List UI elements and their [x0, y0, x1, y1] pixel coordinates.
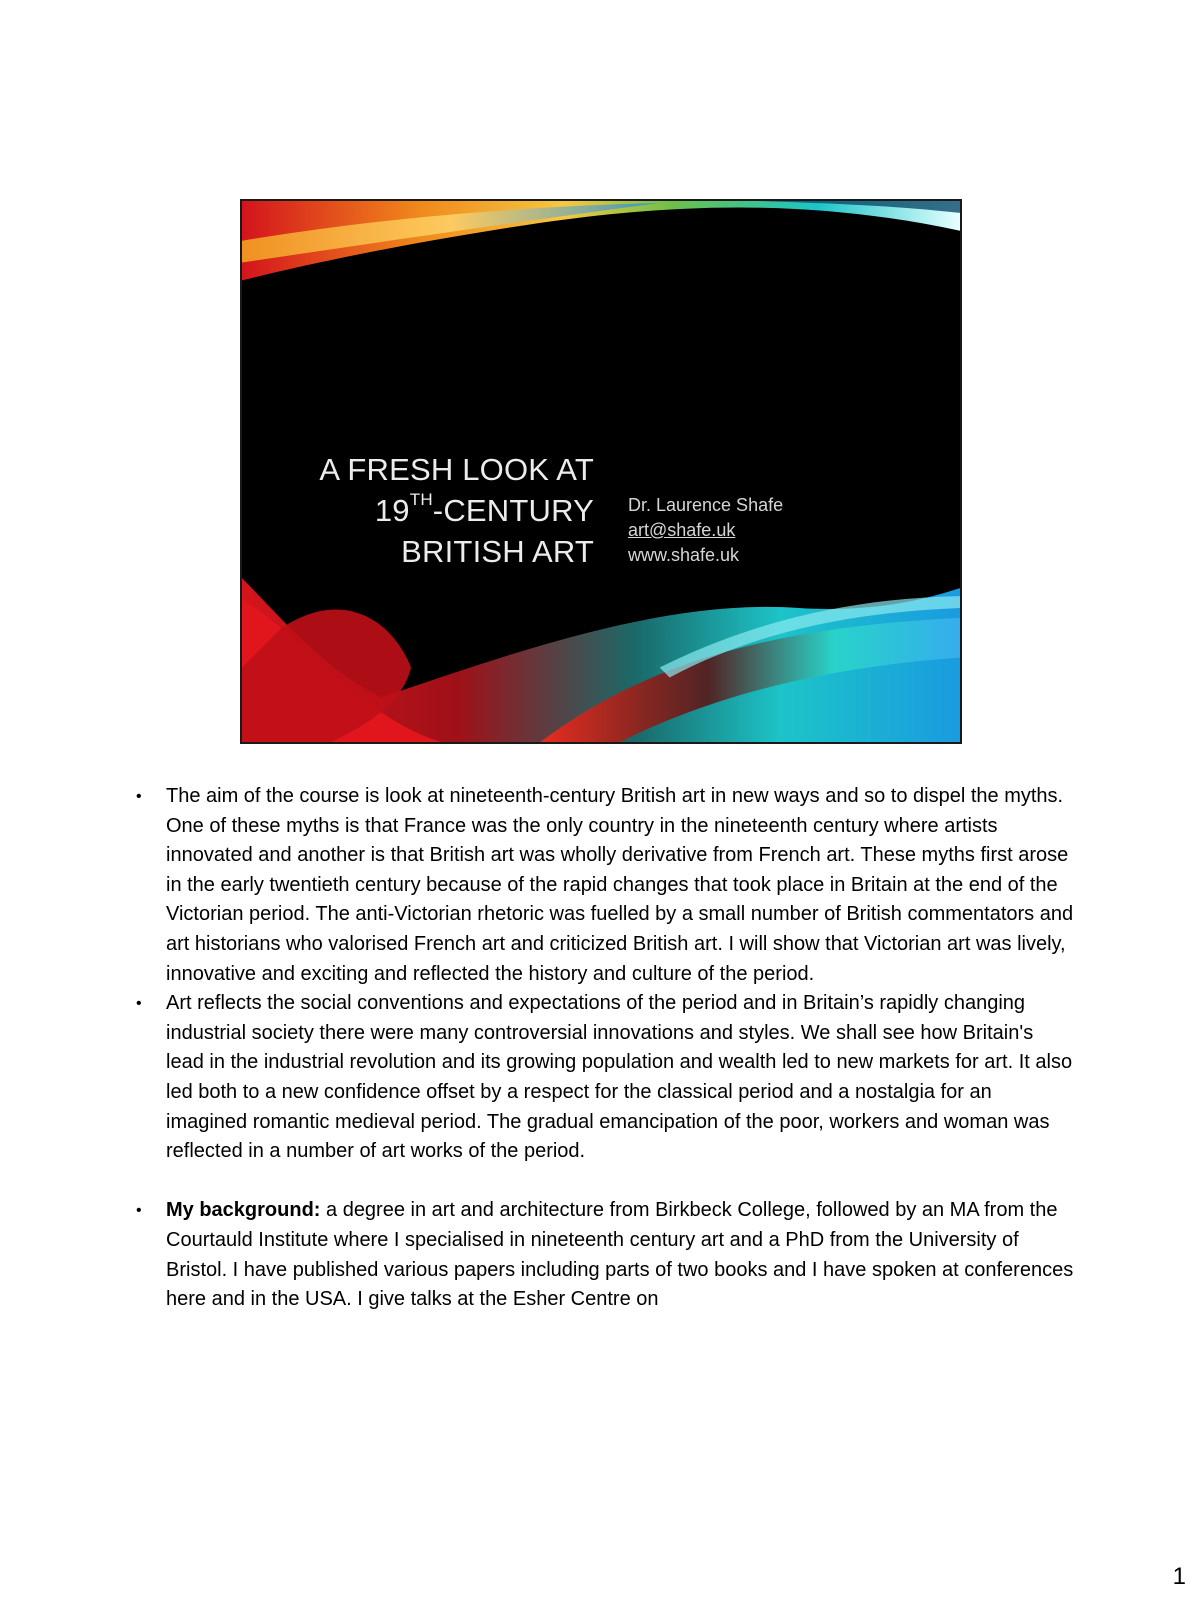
slide-title-line-3: BRITISH ART [401, 534, 594, 569]
page-number: 1 [1172, 1563, 1186, 1590]
slide-title-line-2 [302, 490, 594, 531]
century-superscript: TH [409, 490, 433, 509]
title-slide [240, 199, 962, 744]
slide-title-line-1: A FRESH LOOK AT [319, 452, 594, 487]
author-block [628, 493, 783, 568]
website-text: www.shafe.uk [628, 545, 740, 565]
notes-item-aim [136, 782, 1076, 989]
century-number: 19 [374, 493, 410, 528]
notes-item-text: Art reflects the social conventions and expectations of the period and in Britain’s rapidly changing industrial society there were many controversial innovations and styles. We shall see how Britain's lead in the industrial revolution and its growing population and wealth led to new markets for art. It also led both to a new confidence offset by a respect for the classical period and a nostalgia for an imagined romantic medieval period. The gradual emancipation of the poor, workers and woman was reflected in a number of art works of the period. [166, 992, 1073, 1163]
notes-item-background [136, 1196, 1076, 1314]
author-name: Dr. Laurence Shafe [628, 495, 784, 515]
notes-item-heading: My background: [166, 1199, 321, 1222]
bullet-icon: • [136, 995, 142, 1013]
bullet-icon: • [136, 788, 142, 805]
notes-item-text: The aim of the course is look at nineteenth-century British art in new ways and so to dispel the myths. One of these myths is that France was the only country in the nineteenth century where artists innovated and another is that British art was wholly derivative from French art. These myths first arose in the early twentieth century because of the rapid changes that took place in Britain at the end of the Victorian period. The anti-Victorian rhetoric was fuelled by a small number of British commentators and art historians who valorised French art and criticized British art. I will show that Victorian art was lively, innovative and exciting and reflected the history and culture of the period. [166, 785, 1074, 985]
notes-item-art-reflects [136, 989, 1076, 1167]
slide-title [302, 449, 594, 572]
speaker-notes [136, 782, 1076, 1315]
century-suffix: -CENTURY [432, 493, 594, 528]
notes-item-text: a degree in art and architecture from Birkbeck College, followed by an MA from the Courtauld Institute where I specialised in nineteenth century art and a PhD from the University of Bristol. I have published various papers including parts of two books and I have spoken at conferences here and in the USA. I give talks at the Esher Centre on [166, 1199, 1074, 1311]
email-link[interactable]: art@shafe.uk [628, 520, 736, 540]
bullet-icon: • [136, 1202, 142, 1220]
